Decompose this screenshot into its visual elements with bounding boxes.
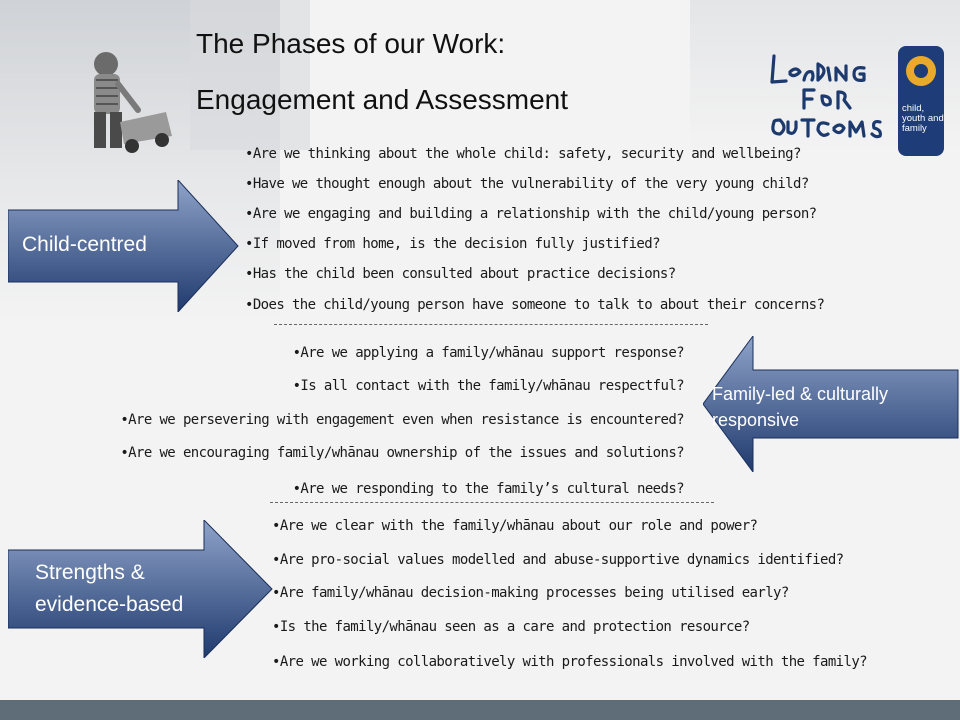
list-item: •Is all contact with the family/whānau respectful? <box>292 378 684 394</box>
background-decor-block <box>190 0 310 150</box>
list-item: •Are we clear with the family/whānau about our role and power? <box>272 518 758 534</box>
list-item: •Are pro-social values modelled and abuse-supportive dynamics identified? <box>272 552 844 568</box>
page-title-line1: The Phases of our Work: <box>196 28 506 59</box>
strengths-bullets <box>272 516 932 686</box>
family-led-label-line2: responsive <box>712 410 800 430</box>
list-item: •Are family/whānau decision-making processes being utilised early? <box>272 585 789 601</box>
strengths-label-line2: evidence-based <box>35 593 184 616</box>
list-item: •Are we persevering with engagement even when resistance is encountered? <box>120 412 684 428</box>
strengths-arrow <box>8 520 274 658</box>
section-divider <box>270 502 714 503</box>
list-item: •Are we working collaboratively with professionals involved with the family? <box>272 654 867 670</box>
child-youth-family-logo <box>898 46 944 156</box>
child-centred-bullets <box>245 144 905 324</box>
family-led-arrow <box>703 336 959 472</box>
strengths-label-line1: Strengths & <box>35 561 145 584</box>
list-item: •Have we thought enough about the vulnerability of the very young child? <box>245 176 809 192</box>
list-item: •Are we applying a family/whānau support response? <box>292 345 684 361</box>
list-item: •Are we encouraging family/whānau ownership of the issues and solutions? <box>120 445 684 461</box>
leading-for-outcomes-logo <box>764 50 889 140</box>
cyf-emblem-icon <box>906 56 936 86</box>
list-item: •If moved from home, is the decision fully justified? <box>245 236 660 252</box>
footer-bar <box>0 700 960 720</box>
family-led-label-line1: Family-led & culturally <box>712 384 889 404</box>
list-item: •Are we thinking about the whole child: safety, security and wellbeing? <box>245 146 801 162</box>
list-item: •Is the family/whānau seen as a care and protection resource? <box>272 619 750 635</box>
child-with-truck-image <box>54 40 184 170</box>
family-led-bullets <box>20 343 684 503</box>
list-item: •Are we responding to the family’s cultural needs? <box>292 481 684 497</box>
child-centred-arrow <box>8 180 240 312</box>
cyf-logo-text: child, youth and family <box>902 103 944 134</box>
child-centred-label: Child-centred <box>22 233 147 256</box>
list-item: •Has the child been consulted about practice decisions? <box>245 266 676 282</box>
list-item: •Does the child/young person have someone to talk to about their concerns? <box>245 297 825 313</box>
section-divider <box>274 324 708 325</box>
page-title-line2: Engagement and Assessment <box>196 84 569 115</box>
list-item: •Are we engaging and building a relationship with the child/young person? <box>245 206 817 222</box>
